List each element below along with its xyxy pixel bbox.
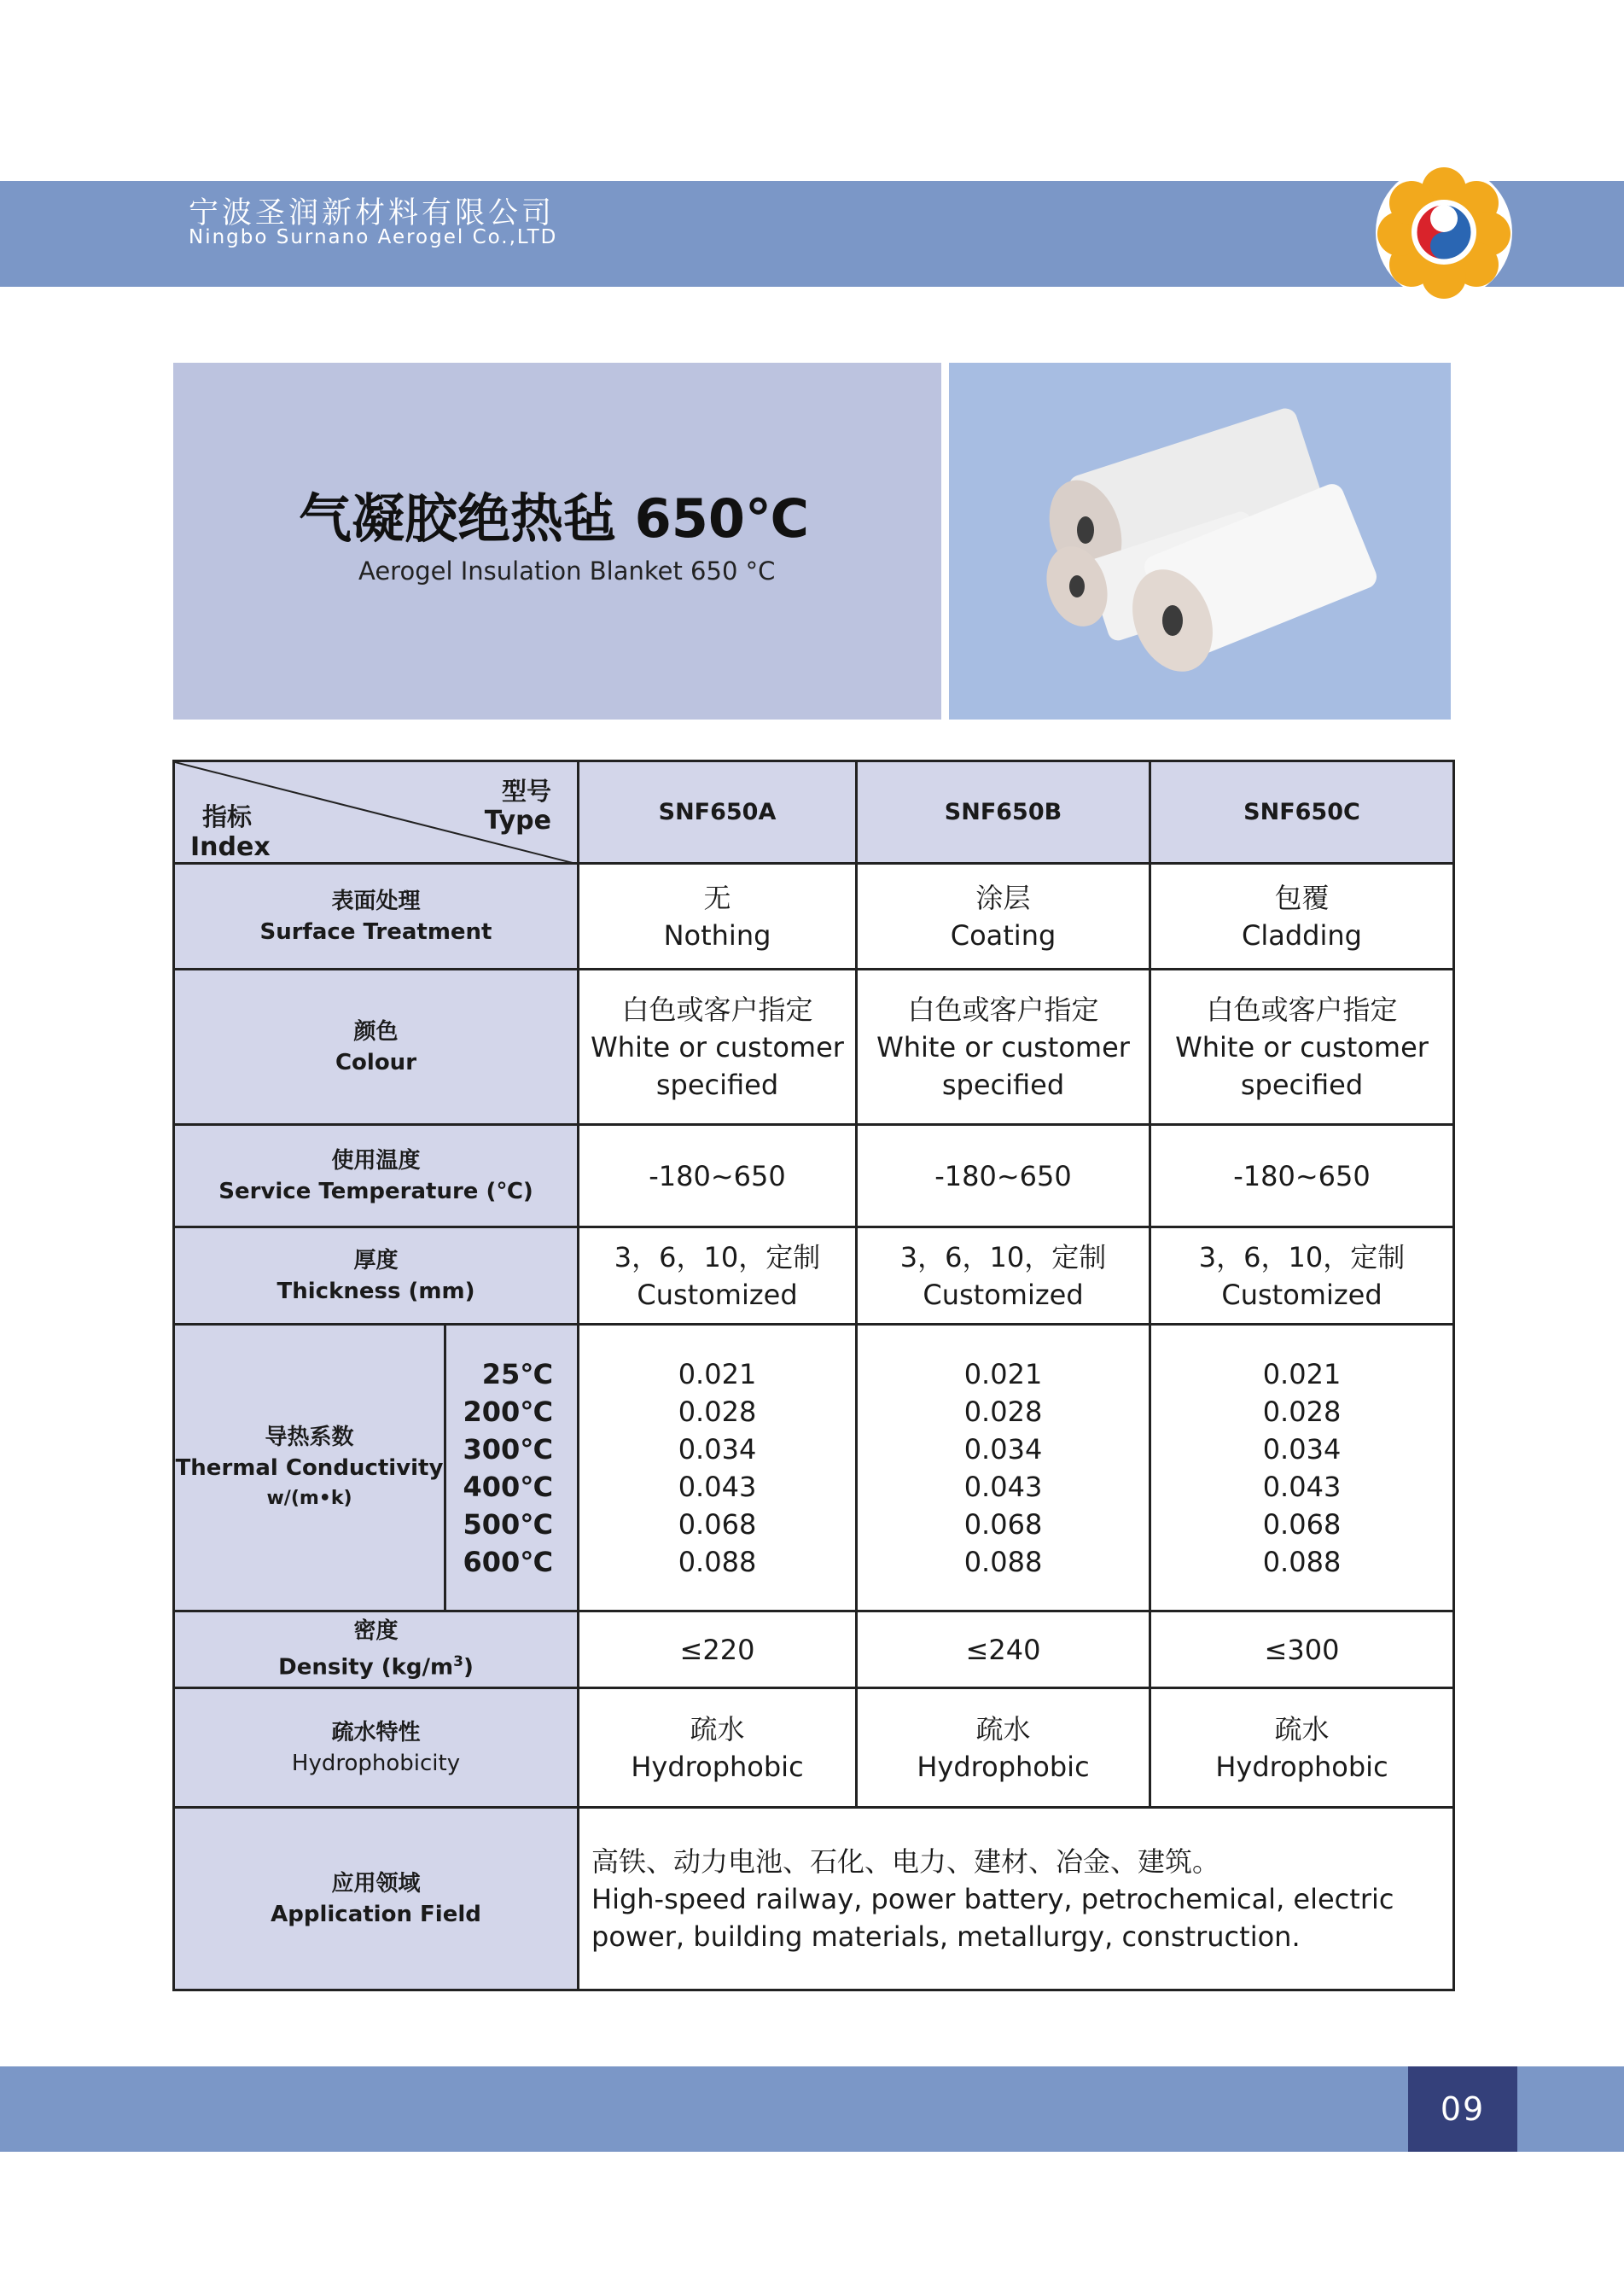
- value-cell: [1150, 1688, 1454, 1808]
- value-cn: 3，6，10，定制: [1198, 1240, 1406, 1273]
- value-cn: 白色或客户指定: [907, 993, 1099, 1026]
- value-cn: 白色或客户指定: [621, 993, 813, 1026]
- value-en: Customized: [637, 1278, 798, 1311]
- temp-label: 25℃: [481, 1357, 553, 1390]
- value-cell: ≤220: [579, 1611, 857, 1688]
- tc-value: 0.088: [1262, 1545, 1342, 1578]
- temp-label: 400℃: [463, 1470, 553, 1503]
- tc-value: 0.068: [963, 1507, 1043, 1541]
- value-en: Hydrophobic: [1215, 1750, 1388, 1783]
- application-en: power, building materials, metallurgy, construction.: [591, 1920, 1301, 1953]
- temp-label: 600℃: [463, 1545, 553, 1578]
- product-title-en: Aerogel Insulation Blanket 650 °C: [358, 557, 776, 586]
- value-cell: [579, 1325, 857, 1611]
- value-en: specified: [1240, 1068, 1364, 1101]
- value-en: Customized: [923, 1278, 1084, 1311]
- surnano-logo-icon: [1364, 164, 1524, 300]
- row-surface-treatment: [174, 864, 1454, 970]
- value-en: White or customer: [591, 1030, 844, 1064]
- row-label: [174, 1688, 579, 1808]
- label-cn: 使用温度: [331, 1147, 421, 1174]
- tc-value: 0.028: [678, 1395, 757, 1428]
- value-cn: 3，6，10，定制: [899, 1240, 1107, 1273]
- value-cn: 疏水: [690, 1712, 745, 1745]
- row-colour: [174, 970, 1454, 1125]
- row-label: [174, 1611, 579, 1688]
- value-cell: -180~650: [1150, 1125, 1454, 1227]
- value-cell: [579, 970, 857, 1125]
- product-title-cn: 气凝胶绝热毡 650℃: [299, 487, 810, 550]
- value-cell: [1150, 970, 1454, 1125]
- row-label: [174, 864, 579, 970]
- value-en: specified: [941, 1068, 1065, 1101]
- row-thickness: [174, 1227, 1454, 1325]
- tc-value: 0.021: [1262, 1357, 1342, 1390]
- row-label: [174, 1808, 579, 1990]
- tc-value: 0.068: [1262, 1507, 1342, 1541]
- temperature-list: [445, 1325, 579, 1611]
- value-cell: [857, 1325, 1150, 1611]
- value-en: specified: [655, 1068, 779, 1101]
- label-cn: 厚度: [353, 1247, 399, 1273]
- tc-value: 0.034: [1262, 1432, 1342, 1466]
- tc-value: 0.088: [963, 1545, 1043, 1578]
- value-cn: 无: [703, 881, 731, 914]
- row-service-temperature: [174, 1125, 1454, 1227]
- corner-cell: [174, 761, 579, 864]
- product-photo: [949, 363, 1451, 720]
- value-en: White or customer: [1175, 1030, 1429, 1064]
- row-label: [174, 1227, 579, 1325]
- density-label-sup: 3: [453, 1653, 463, 1671]
- row-label: [174, 1325, 445, 1611]
- value-cell: -180~650: [857, 1125, 1150, 1227]
- value-cell: [857, 1688, 1150, 1808]
- company-name-cn: 宁波圣润新材料有限公司: [189, 196, 556, 230]
- value-cell: [579, 864, 857, 970]
- label-cn: 导热系数: [265, 1424, 354, 1450]
- row-label: [174, 970, 579, 1125]
- index-label-cn: 指标: [202, 802, 253, 831]
- tc-value: 0.068: [678, 1507, 757, 1541]
- label-en: [175, 1646, 577, 1683]
- value-cn: 白色或客户指定: [1206, 993, 1398, 1026]
- row-application-field: [174, 1808, 1454, 1990]
- value-cell: [857, 970, 1150, 1125]
- value-en: Customized: [1221, 1278, 1382, 1311]
- value-cn: 涂层: [975, 881, 1031, 914]
- tc-value: 0.021: [678, 1357, 757, 1390]
- row-label: [174, 1125, 579, 1227]
- label-en: Thickness (mm): [276, 1278, 475, 1304]
- application-text: [579, 1808, 1454, 1990]
- value-en: Hydrophobic: [631, 1750, 804, 1783]
- label-cn: 应用领域: [331, 1870, 421, 1897]
- row-thermal-conductivity: [174, 1325, 1454, 1611]
- tc-value: 0.021: [963, 1357, 1043, 1390]
- value-cell: [1150, 1227, 1454, 1325]
- label-en: Service Temperature (℃): [218, 1178, 533, 1204]
- temp-label: 500℃: [463, 1507, 553, 1541]
- value-en: White or customer: [876, 1030, 1130, 1064]
- value-en: Cladding: [1242, 918, 1362, 952]
- tc-value: 0.028: [1262, 1395, 1342, 1428]
- footer-band: [0, 2066, 1624, 2152]
- model-header: SNF650C: [1150, 761, 1454, 864]
- table-header-row: [174, 761, 1454, 864]
- tc-value: 0.034: [963, 1432, 1043, 1466]
- company-name-en: Ningbo Surnano Aerogel Co.,LTD: [189, 226, 558, 248]
- tc-value: 0.034: [678, 1432, 757, 1466]
- value-cell: -180~650: [579, 1125, 857, 1227]
- index-label-en: Index: [190, 832, 271, 862]
- value-cn: 疏水: [975, 1712, 1031, 1745]
- value-cell: [1150, 1325, 1454, 1611]
- label-cn: 颜色: [353, 1018, 399, 1045]
- temp-label: 300℃: [463, 1432, 553, 1466]
- spec-table: [172, 760, 1455, 1991]
- value-cell: [857, 864, 1150, 970]
- value-cell: [579, 1688, 857, 1808]
- value-en: Nothing: [663, 918, 771, 952]
- row-hydrophobicity: [174, 1688, 1454, 1808]
- value-cell: [579, 1227, 857, 1325]
- tc-value: 0.043: [678, 1470, 757, 1503]
- row-density: [174, 1611, 1454, 1688]
- value-cell: [857, 1227, 1150, 1325]
- model-header: SNF650B: [857, 761, 1150, 864]
- value-cell: [1150, 864, 1454, 970]
- label-en: Colour: [335, 1049, 417, 1075]
- tc-value: 0.088: [678, 1545, 757, 1578]
- value-en: Hydrophobic: [917, 1750, 1090, 1783]
- tc-value: 0.043: [963, 1470, 1043, 1503]
- page-number: 09: [1408, 2066, 1517, 2152]
- temp-label: 200℃: [463, 1395, 553, 1428]
- label-en: Surface Treatment: [259, 918, 492, 945]
- value-cn: 3，6，10，定制: [614, 1240, 821, 1273]
- tc-value: 0.043: [1262, 1470, 1342, 1503]
- type-label-cn: 型号: [501, 777, 551, 806]
- value-cn: 包覆: [1274, 881, 1330, 914]
- label-en: Hydrophobicity: [291, 1750, 461, 1776]
- value-cn: 疏水: [1274, 1712, 1330, 1745]
- model-header: SNF650A: [579, 761, 857, 864]
- tc-value: 0.028: [963, 1395, 1043, 1428]
- label-en: Thermal Conductivity: [175, 1454, 444, 1481]
- label-cn: 疏水特性: [331, 1719, 421, 1745]
- value-cell: ≤240: [857, 1611, 1150, 1688]
- label-en: Application Field: [271, 1901, 481, 1927]
- label-cn: 表面处理: [331, 888, 421, 914]
- application-cn: 高铁、动力电池、石化、电力、建材、冶金、建筑。: [591, 1844, 1220, 1878]
- application-en: High-speed railway, power battery, petrochemical, electric: [591, 1882, 1394, 1915]
- label-unit: w/(m•k): [266, 1487, 352, 1509]
- label-cn: 密度: [353, 1618, 399, 1645]
- density-label-close: ): [463, 1654, 474, 1681]
- density-label-text: Density (kg/m: [278, 1654, 454, 1681]
- value-en: Coating: [950, 918, 1056, 952]
- type-label-en: Type: [484, 806, 551, 836]
- value-cell: ≤300: [1150, 1611, 1454, 1688]
